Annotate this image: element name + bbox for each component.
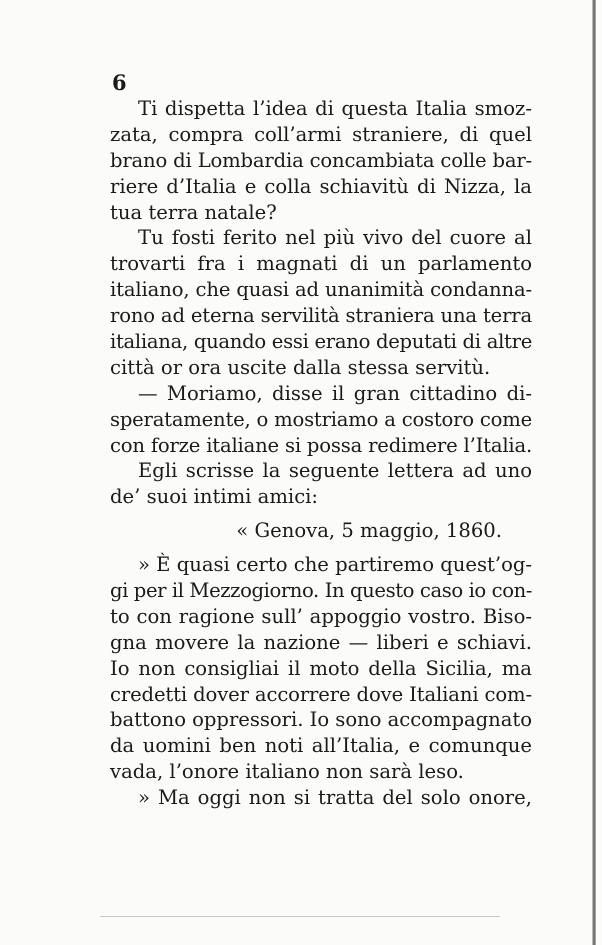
text-line: da uomini ben noti all’Italia, e comunque — [110, 734, 532, 758]
text-line: de’ suoi intimi amici: — [110, 485, 319, 509]
page-number: 6 — [112, 70, 127, 95]
text-line: città or ora uscite dalla stessa servitù. — [110, 355, 491, 379]
body-text — [110, 96, 532, 811]
text-line: zata, compra coll’armi straniere, di quel — [110, 122, 532, 146]
text-line: — Moriamo, disse il gran cittadino di- — [138, 381, 532, 405]
text-line: trovarti fra i magnati di un parlamento — [110, 252, 532, 276]
page-bottom-mark — [100, 916, 500, 917]
text-line: tua terra natale? — [110, 200, 277, 224]
text-line: Egli scrisse la seguente lettera ad uno — [138, 459, 532, 483]
letter-dateline: « Genova, 5 maggio, 1860. — [236, 519, 502, 543]
text-line: vada, l’onore italiano non sarà leso. — [110, 760, 464, 784]
text-line: Tu fosti ferito nel più vivo del cuore al — [138, 226, 532, 250]
text-line: » Ma oggi non si tratta del solo onore, — [138, 786, 532, 810]
text-line: speratamente, o mostriamo a costoro come — [110, 407, 532, 431]
page-edge-shadow — [592, 0, 596, 945]
text-line: con forze italiane si possa redimere l’Italia. — [110, 433, 532, 457]
text-line: credetti dover accorrere dove Italiani com- — [110, 682, 532, 706]
text-line: to con ragione sull’ appoggio vostro. Biso- — [110, 604, 532, 628]
text-line: rono ad eterna servilità straniera una terra — [110, 304, 533, 328]
text-line: gna movere la nazione — liberi e schiavi. — [110, 630, 532, 654]
text-line: italiano, che quasi ad unanimità condanna- — [110, 278, 532, 302]
text-line: riere d’Italia e colla schiavitù di Nizza, la — [110, 174, 532, 198]
text-line: Ti dispetta l’idea di questa Italia smoz- — [138, 97, 532, 120]
text-line: battono oppressori. Io sono accompagnato — [110, 708, 532, 732]
text-line: gi per il Mezzogiorno. In questo caso io con- — [110, 579, 532, 603]
text-line: » È quasi certo che partiremo quest’og- — [138, 553, 532, 577]
text-line: italiana, quando essi erano deputati di altre — [110, 330, 532, 354]
text-line: brano di Lombardia concambiata colle bar- — [110, 148, 532, 172]
text-line: Io non consigliai il moto della Sicilia, ma — [110, 656, 532, 680]
